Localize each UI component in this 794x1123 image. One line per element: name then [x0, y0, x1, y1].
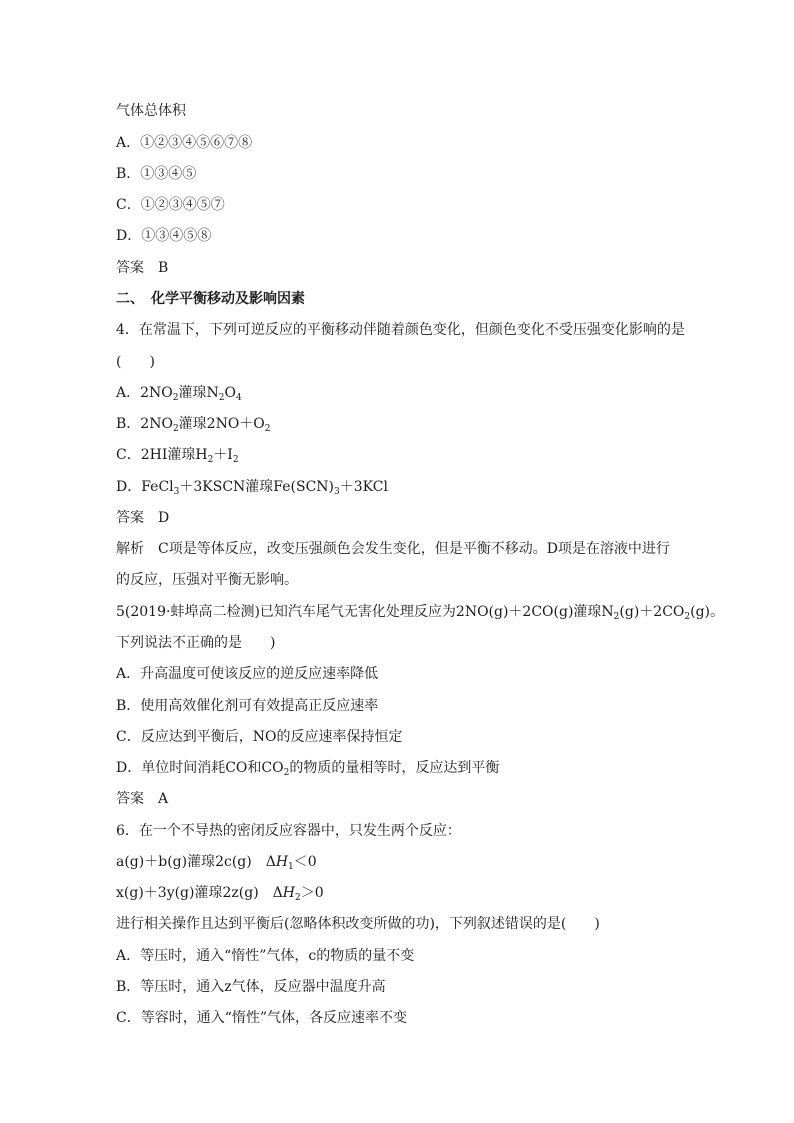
question-4-blank: ( ): [116, 354, 155, 370]
option-a: A．①②③④⑤⑥⑦⑧: [116, 135, 253, 151]
q5-option-c: C．反应达到平衡后，NO的反应速率保持恒定: [116, 729, 403, 745]
text-line: 气体总体积: [116, 103, 186, 119]
q6-option-c: C．等容时，通入“惰性”气体，各反应速率不变: [116, 1010, 408, 1026]
q4-option-a: A．$2NO_2$灌瑔$N_2O_4$: [116, 385, 242, 403]
answer-line: 答案 D: [116, 510, 170, 526]
q4-option-c: C．2HI灌瑔$H_2+I_2$: [116, 447, 239, 465]
q6-option-a: A．等压时，通入“惰性”气体，c的物质的量不变: [116, 948, 415, 964]
question-5: 5(2019·蚌埠高二检测)已知汽车尾气无害化处理反应为2NO(g)＋2CO(g)灌瑔$N_2(g)+2CO_2(g)$。: [116, 604, 725, 622]
question-5-stem: 下列说法不正确的是 ): [116, 635, 276, 651]
q4-option-d: D．FeCl$_3$＋3KSCN灌瑔$Fe(SCN)_3+3KCl$: [116, 479, 388, 497]
question-6-stem: 进行相关操作且达到平衡后(忽略体积改变所做的功)，下列叙述错误的是( ): [116, 916, 600, 932]
analysis-line: 解析 C项是等体反应，改变压强颜色会发生变化，但是平衡不移动。D项是在溶液中进行: [116, 541, 670, 557]
answer-line: 答案 B: [116, 260, 169, 276]
answer-line: 答案 A: [116, 791, 169, 807]
question-4: 4．在常温下，下列可逆反应的平衡移动伴随着颜色变化，但颜色变化不受压强变化影响的是: [116, 322, 685, 338]
option-d: D．①③④⑤⑧: [116, 228, 212, 244]
reaction-2: x(g)＋3y(g)灌瑔2z(g) $\Delta H_2>0$: [116, 885, 324, 903]
q5-option-d: D．单位时间消耗CO和$CO_2$的物质的量相等时，反应达到平衡: [116, 760, 500, 778]
section-heading: 二、 化学平衡移动及影响因素: [116, 291, 305, 307]
option-c: C．①②③④⑤⑦: [116, 197, 225, 213]
q6-option-b: B．等压时，通入z气体，反应器中温度升高: [116, 979, 386, 995]
option-b: B．①③④⑤: [116, 166, 197, 182]
reaction-1: a(g)＋b(g)灌瑔2c(g) $\Delta H_1<0$: [116, 854, 317, 872]
q4-option-b: B．$2NO_2$灌瑔$2NO+O_2$: [116, 416, 271, 434]
q5-option-a: A．升高温度可使该反应的逆反应速率降低: [116, 666, 379, 682]
analysis-line: 的反应，压强对平衡无影响。: [116, 572, 298, 588]
q5-option-b: B．使用高效催化剂可有效提高正反应速率: [116, 698, 379, 714]
question-6: 6．在一个不导热的密闭反应容器中，只发生两个反应：: [116, 823, 461, 839]
